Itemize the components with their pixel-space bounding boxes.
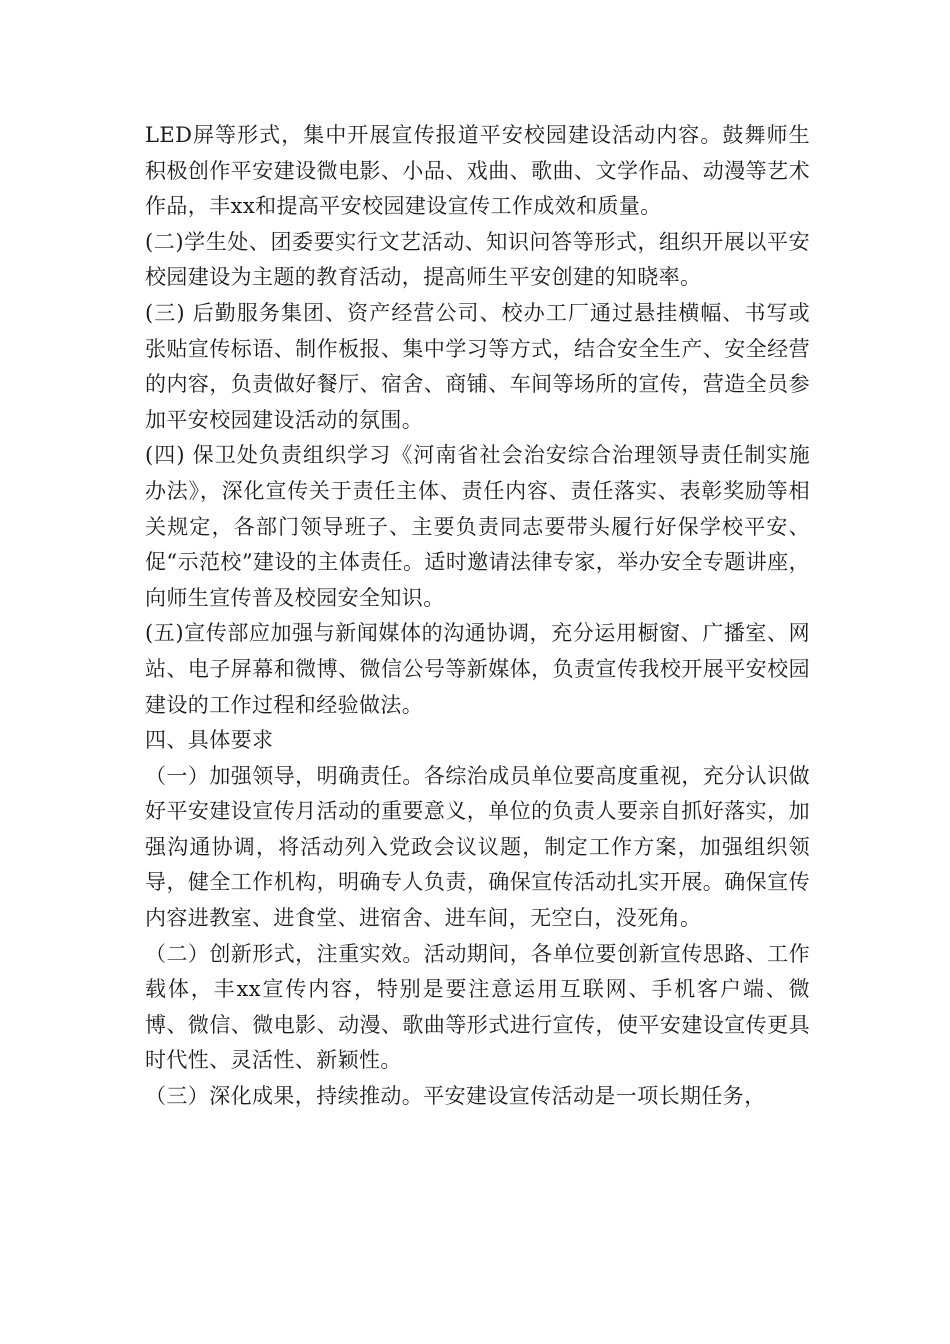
section-heading-requirements: 四、具体要求 — [145, 728, 274, 753]
paragraph-item-2: (二)学生处、团委要实行文艺活动、知识问答等形式，组织开展以平安校园建设为主题的教育活动，提高师生平安创建的知晓率。 — [145, 229, 810, 290]
paragraph-requirement-3: （三）深化成果，持续推动。平安建设宣传活动是一项长期任务， — [145, 1084, 766, 1109]
paragraph-requirement-2: （二）创新形式，注重实效。活动期间，各单位要创新宣传思路、工作载体，丰xx宣传内容，特别是要注意运用互联网、手机客户端、微博、微信、微电影、动漫、歌曲等形式进行宣传，使平安建设宣传更具时代性、灵活性、新颖性。 — [145, 941, 810, 1073]
paragraph-publicity-forms: LED屏等形式，集中开展宣传报道平安校园建设活动内容。鼓舞师生积极创作平安建设微电影、小品、戏曲、歌曲、文学作品、动漫等艺术作品，丰xx和提高平安校园建设宣传工作成效和质量。 — [145, 123, 810, 219]
paragraph-item-3: (三) 后勤服务集团、资产经营公司、校办工厂通过悬挂横幅、书写或张贴宣传标语、制作板报、集中学习等方式，结合安全生产、安全经营的内容，负责做好餐厅、宿舍、商铺、车间等场所的宣传，营造全员参加平安校园建设活动的氛围。 — [145, 300, 810, 432]
paragraph-item-4: (四) 保卫处负责组织学习《河南省社会治安综合治理领导责任制实施办法》，深化宣传关于责任主体、责任内容、责任落实、表彰奖励等相关规定，各部门领导班子、主要负责同志要带头履行好保学校平安、促“示范校”建设的主体责任。适时邀请法律专家，举办安全专题讲座，向师生宣传普及校园安全知识。 — [145, 443, 810, 610]
document-body — [145, 118, 810, 1115]
paragraph-requirement-1: （一）加强领导，明确责任。各综治成员单位要高度重视，充分认识做好平安建设宣传月活动的重要意义，单位的负责人要亲自抓好落实，加强沟通协调，将活动列入党政会议议题，制定工作方案，加强组织领导，健全工作机构，明确专人负责，确保宣传活动扎实开展。确保宣传内容进教室、进食堂、进宿舍、进车间，无空白，没死角。 — [145, 763, 810, 931]
paragraph-item-5: (五)宣传部应加强与新闻媒体的沟通协调，充分运用橱窗、广播室、网站、电子屏幕和微博、微信公号等新媒体，负责宣传我校开展平安校园建设的工作过程和经验做法。 — [145, 621, 810, 717]
